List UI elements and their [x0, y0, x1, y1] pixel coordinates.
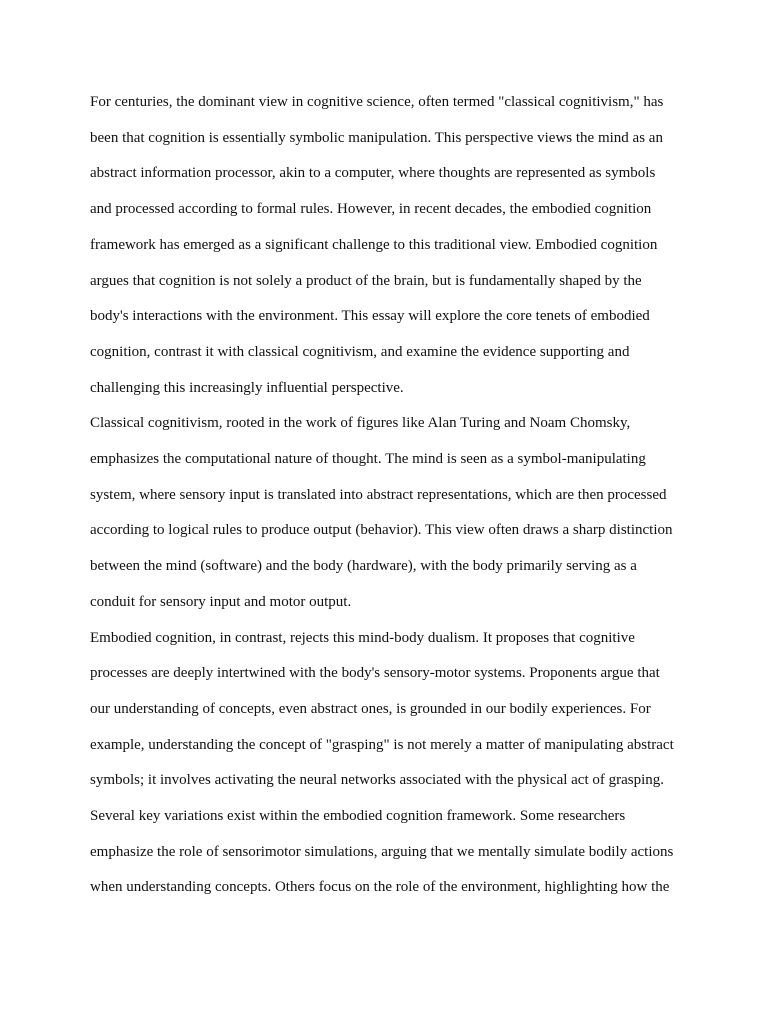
- paragraph-2: [90, 406, 690, 620]
- text-line: conduit for sensory input and motor output.: [90, 593, 352, 610]
- text-line: system, where sensory input is translated into abstract representations, which are then processed: [90, 486, 667, 503]
- text-line: emphasize the role of sensorimotor simulations, arguing that we mentally simulate bodily actions: [90, 843, 674, 860]
- text-line: and processed according to formal rules. However, in recent decades, the embodied cognition: [90, 201, 652, 218]
- text-line: according to logical rules to produce output (behavior). This view often draws a sharp distinction: [90, 522, 673, 539]
- text-line: framework has emerged as a significant challenge to this traditional view. Embodied cognition: [90, 236, 658, 253]
- text-line: Embodied cognition, in contrast, rejects this mind-body dualism. It proposes that cognitive: [90, 629, 635, 646]
- text-line: Classical cognitivism, rooted in the work of figures like Alan Turing and Noam Chomsky,: [90, 415, 631, 432]
- text-line: abstract information processor, akin to a computer, where thoughts are represented as symbols: [90, 165, 656, 182]
- text-line: been that cognition is essentially symbolic manipulation. This perspective views the mind as an: [90, 129, 663, 146]
- paragraph-1: [90, 85, 690, 406]
- text-line: when understanding concepts. Others focus on the role of the environment, highlighting how the: [90, 879, 670, 896]
- text-line: example, understanding the concept of "grasping" is not merely a matter of manipulating abstract: [90, 736, 674, 753]
- text-line: argues that cognition is not solely a product of the brain, but is fundamentally shaped by the: [90, 272, 642, 289]
- document-body: [90, 85, 690, 906]
- text-line: processes are deeply intertwined with the body's sensory-motor systems. Proponents argue that: [90, 665, 660, 682]
- text-line: challenging this increasingly influential perspective.: [90, 379, 404, 396]
- paragraph-4: [90, 799, 690, 906]
- text-line: For centuries, the dominant view in cognitive science, often termed "classical cognitivism," has: [90, 94, 664, 110]
- text-line: Several key variations exist within the embodied cognition framework. Some researchers: [90, 808, 626, 825]
- text-line: symbols; it involves activating the neural networks associated with the physical act of grasping.: [90, 772, 665, 789]
- text-line: body's interactions with the environment. This essay will explore the core tenets of embodied: [90, 308, 650, 325]
- text-line: between the mind (software) and the body (hardware), with the body primarily serving as a: [90, 558, 637, 575]
- text-line: cognition, contrast it with classical cognitivism, and examine the evidence supporting and: [90, 343, 630, 360]
- text-line: our understanding of concepts, even abstract ones, is grounded in our bodily experiences. For: [90, 700, 651, 717]
- text-line: emphasizes the computational nature of thought. The mind is seen as a symbol-manipulating: [90, 451, 646, 468]
- paragraph-3: [90, 621, 690, 800]
